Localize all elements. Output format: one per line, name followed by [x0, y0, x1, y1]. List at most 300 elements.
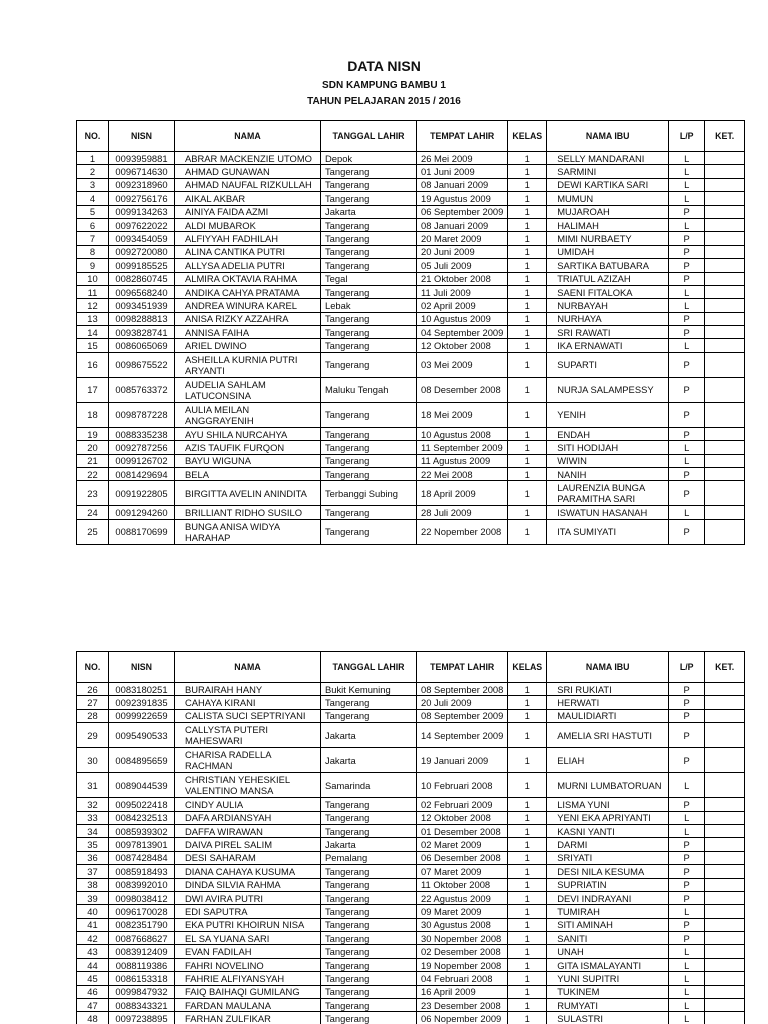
cell-nama: ALINA CANTIKA PUTRI — [175, 245, 321, 258]
table-row — [77, 865, 745, 878]
cell-lp: L — [669, 811, 705, 824]
cell-lp: P — [669, 838, 705, 851]
column-header-nama-ibu: NAMA IBU — [547, 652, 669, 683]
table-body — [77, 683, 745, 1024]
cell-nama: EDI SAPUTRA — [175, 905, 321, 918]
cell-no: 26 — [77, 683, 109, 696]
cell-ket — [705, 427, 745, 440]
cell-tanggal-lahir: Tangerang — [321, 312, 417, 325]
cell-ket — [705, 178, 745, 191]
cell-nisn: 0088119386 — [109, 958, 175, 971]
cell-kelas: 1 — [508, 152, 547, 165]
column-header-no: NO. — [77, 121, 109, 152]
cell-no: 5 — [77, 205, 109, 218]
cell-nisn: 0091922805 — [109, 481, 175, 506]
cell-nama: BUNGA ANISA WIDYA HARAHAP — [175, 519, 321, 544]
cell-lp: P — [669, 481, 705, 506]
cell-tanggal-lahir: Tangerang — [321, 259, 417, 272]
cell-nama: AHMAD NAUFAL RIZKULLAH — [175, 178, 321, 191]
table-row — [77, 709, 745, 722]
cell-no: 40 — [77, 905, 109, 918]
cell-nisn: 0083180251 — [109, 683, 175, 696]
cell-ket — [705, 232, 745, 245]
cell-nama: BIRGITTA AVELIN ANINDITA — [175, 481, 321, 506]
cell-no: 45 — [77, 972, 109, 985]
cell-tanggal-lahir: Lebak — [321, 299, 417, 312]
cell-nisn: 0092756176 — [109, 192, 175, 205]
table-row — [77, 481, 745, 506]
cell-ket — [705, 773, 745, 798]
cell-nisn: 0083912409 — [109, 945, 175, 958]
cell-tanggal-lahir: Tangerang — [321, 178, 417, 191]
cell-ket — [705, 326, 745, 339]
column-header-nisn: NISN — [109, 121, 175, 152]
cell-kelas: 1 — [508, 696, 547, 709]
cell-nama-ibu: SRIYATI — [547, 851, 669, 864]
table-row — [77, 285, 745, 298]
cell-no: 47 — [77, 999, 109, 1012]
cell-no: 22 — [77, 468, 109, 481]
nisn-table-2 — [76, 651, 745, 1024]
cell-nisn: 0096170028 — [109, 905, 175, 918]
cell-no: 44 — [77, 958, 109, 971]
column-header-lp: L/P — [669, 652, 705, 683]
cell-lp: P — [669, 468, 705, 481]
table-row — [77, 218, 745, 231]
table-row — [77, 454, 745, 467]
table-row — [77, 972, 745, 985]
cell-tempat-lahir: 03 Mei 2009 — [417, 352, 508, 377]
cell-tanggal-lahir: Tangerang — [321, 454, 417, 467]
column-header-tempat-lahir: TEMPAT LAHIR — [417, 652, 508, 683]
column-header-lp: L/P — [669, 121, 705, 152]
cell-nama-ibu: SANITI — [547, 932, 669, 945]
table-row — [77, 985, 745, 998]
cell-tanggal-lahir: Tangerang — [321, 519, 417, 544]
cell-tanggal-lahir: Tangerang — [321, 878, 417, 891]
cell-tanggal-lahir: Tangerang — [321, 468, 417, 481]
table-header-row — [77, 652, 745, 683]
cell-lp: P — [669, 748, 705, 773]
table-row — [77, 377, 745, 402]
cell-kelas: 1 — [508, 748, 547, 773]
cell-ket — [705, 481, 745, 506]
cell-nisn: 0099126702 — [109, 454, 175, 467]
cell-nisn: 0082860745 — [109, 272, 175, 285]
cell-tempat-lahir: 18 Mei 2009 — [417, 402, 508, 427]
cell-nisn: 0093454059 — [109, 232, 175, 245]
cell-nisn: 0095022418 — [109, 798, 175, 811]
cell-tempat-lahir: 19 Nopember 2008 — [417, 958, 508, 971]
column-header-nama: NAMA — [175, 121, 321, 152]
cell-nama: AIKAL AKBAR — [175, 192, 321, 205]
column-header-ket: KET. — [705, 652, 745, 683]
cell-nama: AULIA MEILAN ANGGRAYENIH — [175, 402, 321, 427]
cell-tanggal-lahir: Tangerang — [321, 905, 417, 918]
cell-nama: CHRISTIAN YEHESKIEL VALENTINO MANSA — [175, 773, 321, 798]
column-header-nama: NAMA — [175, 652, 321, 683]
cell-no: 20 — [77, 441, 109, 454]
cell-nisn: 0093451939 — [109, 299, 175, 312]
cell-lp: P — [669, 205, 705, 218]
cell-tempat-lahir: 01 Juni 2009 — [417, 165, 508, 178]
cell-ket — [705, 945, 745, 958]
cell-nisn: 0096714630 — [109, 165, 175, 178]
cell-nama: EKA PUTRI KHOIRUN NISA — [175, 918, 321, 931]
cell-nisn: 0085763372 — [109, 377, 175, 402]
cell-no: 4 — [77, 192, 109, 205]
cell-tanggal-lahir: Jakarta — [321, 748, 417, 773]
cell-tempat-lahir: 02 Maret 2009 — [417, 838, 508, 851]
cell-nama-ibu: NURHAYA — [547, 312, 669, 325]
cell-ket — [705, 519, 745, 544]
cell-tempat-lahir: 06 Desember 2008 — [417, 851, 508, 864]
cell-nama-ibu: SRI RUKIATI — [547, 683, 669, 696]
cell-nama-ibu: MUMUN — [547, 192, 669, 205]
cell-kelas: 1 — [508, 878, 547, 891]
cell-no: 14 — [77, 326, 109, 339]
cell-ket — [705, 748, 745, 773]
cell-nisn: 0087668627 — [109, 932, 175, 945]
cell-tempat-lahir: 08 Desember 2008 — [417, 377, 508, 402]
cell-lp: L — [669, 824, 705, 837]
cell-no: 32 — [77, 798, 109, 811]
cell-nama: DWI AVIRA PUTRI — [175, 891, 321, 904]
cell-no: 31 — [77, 773, 109, 798]
column-header-nisn: NISN — [109, 652, 175, 683]
cell-tempat-lahir: 11 September 2009 — [417, 441, 508, 454]
cell-lp: L — [669, 958, 705, 971]
cell-tempat-lahir: 06 September 2009 — [417, 205, 508, 218]
cell-nama-ibu: MAULIDIARTI — [547, 709, 669, 722]
table-row — [77, 838, 745, 851]
cell-tempat-lahir: 11 Juli 2009 — [417, 285, 508, 298]
table-body — [77, 152, 745, 545]
cell-tanggal-lahir: Tangerang — [321, 402, 417, 427]
cell-tempat-lahir: 09 Maret 2009 — [417, 905, 508, 918]
cell-tanggal-lahir: Pemalang — [321, 851, 417, 864]
cell-lp: P — [669, 932, 705, 945]
column-header-kelas: KELAS — [508, 652, 547, 683]
cell-lp: P — [669, 918, 705, 931]
cell-kelas: 1 — [508, 272, 547, 285]
cell-lp: L — [669, 339, 705, 352]
cell-lp: P — [669, 878, 705, 891]
table-header-row — [77, 121, 745, 152]
cell-ket — [705, 972, 745, 985]
cell-nama: FAHRIE ALFIYANSYAH — [175, 972, 321, 985]
cell-tanggal-lahir: Tangerang — [321, 709, 417, 722]
cell-nama-ibu: MIMI NURBAETY — [547, 232, 669, 245]
cell-nisn: 0099922659 — [109, 709, 175, 722]
cell-kelas: 1 — [508, 506, 547, 519]
table-row — [77, 352, 745, 377]
cell-kelas: 1 — [508, 481, 547, 506]
school-name: SDN KAMPUNG BAMBU 1 — [322, 80, 446, 91]
cell-lp: L — [669, 985, 705, 998]
cell-ket — [705, 1012, 745, 1024]
cell-nisn: 0099134263 — [109, 205, 175, 218]
column-header-tanggal-lahir: TANGGAL LAHIR — [321, 121, 417, 152]
cell-nama: EL SA YUANA SARI — [175, 932, 321, 945]
cell-ket — [705, 377, 745, 402]
cell-nama-ibu: AMELIA SRI HASTUTI — [547, 723, 669, 748]
cell-nama-ibu: MURNI LUMBATORUAN — [547, 773, 669, 798]
cell-lp: P — [669, 272, 705, 285]
cell-no: 11 — [77, 285, 109, 298]
cell-nisn: 0092391835 — [109, 696, 175, 709]
cell-nama: FAHRI NOVELINO — [175, 958, 321, 971]
cell-nama: CALLYSTA PUTERI MAHESWARI — [175, 723, 321, 748]
cell-tanggal-lahir: Terbanggi Subing — [321, 481, 417, 506]
cell-no: 12 — [77, 299, 109, 312]
cell-tempat-lahir: 12 Oktober 2008 — [417, 811, 508, 824]
cell-tanggal-lahir: Jakarta — [321, 723, 417, 748]
cell-lp: P — [669, 377, 705, 402]
table-row — [77, 945, 745, 958]
cell-ket — [705, 811, 745, 824]
cell-nama: CINDY AULIA — [175, 798, 321, 811]
cell-ket — [705, 798, 745, 811]
cell-ket — [705, 402, 745, 427]
table-row — [77, 958, 745, 971]
cell-nisn: 0098038412 — [109, 891, 175, 904]
cell-nisn: 0093828741 — [109, 326, 175, 339]
table-row — [77, 232, 745, 245]
cell-nama-ibu: HERWATI — [547, 696, 669, 709]
cell-nama-ibu: ISWATUN HASANAH — [547, 506, 669, 519]
cell-nisn: 0097813901 — [109, 838, 175, 851]
cell-ket — [705, 918, 745, 931]
cell-tanggal-lahir: Tangerang — [321, 192, 417, 205]
cell-nama-ibu: SITI AMINAH — [547, 918, 669, 931]
cell-nisn: 0088170699 — [109, 519, 175, 544]
table-row — [77, 696, 745, 709]
cell-nisn: 0085918493 — [109, 865, 175, 878]
cell-tempat-lahir: 02 Februari 2009 — [417, 798, 508, 811]
cell-no: 16 — [77, 352, 109, 377]
cell-no: 42 — [77, 932, 109, 945]
cell-tempat-lahir: 04 Februari 2008 — [417, 972, 508, 985]
cell-nama: EVAN FADILAH — [175, 945, 321, 958]
cell-tanggal-lahir: Tangerang — [321, 441, 417, 454]
cell-lp: L — [669, 218, 705, 231]
cell-nama-ibu: ENDAH — [547, 427, 669, 440]
table-row — [77, 851, 745, 864]
cell-nama-ibu: ELIAH — [547, 748, 669, 773]
column-header-no: NO. — [77, 652, 109, 683]
table-row — [77, 468, 745, 481]
cell-lp: P — [669, 312, 705, 325]
cell-kelas: 1 — [508, 245, 547, 258]
cell-nama-ibu: MUJAROAH — [547, 205, 669, 218]
cell-tanggal-lahir: Tegal — [321, 272, 417, 285]
cell-lp: P — [669, 696, 705, 709]
cell-nama: DAFA ARDIANSYAH — [175, 811, 321, 824]
cell-kelas: 1 — [508, 454, 547, 467]
cell-tempat-lahir: 06 Nopember 2009 — [417, 1012, 508, 1024]
cell-lp: P — [669, 519, 705, 544]
table-row — [77, 683, 745, 696]
cell-nama-ibu: GITA ISMALAYANTI — [547, 958, 669, 971]
cell-no: 1 — [77, 152, 109, 165]
cell-kelas: 1 — [508, 945, 547, 958]
cell-kelas: 1 — [508, 999, 547, 1012]
table-row — [77, 1012, 745, 1024]
cell-nama: FARDAN MAULANA — [175, 999, 321, 1012]
cell-nisn: 0096568240 — [109, 285, 175, 298]
cell-nama-ibu: YENIH — [547, 402, 669, 427]
cell-tempat-lahir: 08 Januari 2009 — [417, 218, 508, 231]
cell-kelas: 1 — [508, 851, 547, 864]
cell-ket — [705, 683, 745, 696]
cell-tanggal-lahir: Tangerang — [321, 339, 417, 352]
cell-lp: P — [669, 798, 705, 811]
cell-tempat-lahir: 07 Maret 2009 — [417, 865, 508, 878]
cell-lp: L — [669, 454, 705, 467]
cell-kelas: 1 — [508, 178, 547, 191]
cell-nisn: 0097622022 — [109, 218, 175, 231]
cell-tempat-lahir: 11 Agustus 2009 — [417, 454, 508, 467]
cell-lp: P — [669, 851, 705, 864]
cell-nama: CALISTA SUCI SEPTRIYANI — [175, 709, 321, 722]
cell-nama-ibu: SULASTRI — [547, 1012, 669, 1024]
cell-nama: ANDIKA CAHYA PRATAMA — [175, 285, 321, 298]
cell-tempat-lahir: 20 Maret 2009 — [417, 232, 508, 245]
cell-tanggal-lahir: Maluku Tengah — [321, 377, 417, 402]
cell-lp: P — [669, 891, 705, 904]
cell-tempat-lahir: 22 Mei 2008 — [417, 468, 508, 481]
cell-nisn: 0098675522 — [109, 352, 175, 377]
cell-no: 43 — [77, 945, 109, 958]
cell-nama: ANDREA WINURA KAREL — [175, 299, 321, 312]
cell-tempat-lahir: 16 April 2009 — [417, 985, 508, 998]
cell-lp: L — [669, 1012, 705, 1024]
cell-lp: P — [669, 723, 705, 748]
cell-nisn: 0087428484 — [109, 851, 175, 864]
cell-nama-ibu: HALIMAH — [547, 218, 669, 231]
cell-nisn: 0099847932 — [109, 985, 175, 998]
cell-lp: L — [669, 152, 705, 165]
cell-nama-ibu: SARTIKA BATUBARA — [547, 259, 669, 272]
cell-tempat-lahir: 08 September 2008 — [417, 683, 508, 696]
cell-tanggal-lahir: Tangerang — [321, 945, 417, 958]
cell-nama-ibu: TRIATUL AZIZAH — [547, 272, 669, 285]
cell-no: 35 — [77, 838, 109, 851]
cell-nama: CHARISA RADELLA RACHMAN — [175, 748, 321, 773]
cell-nama-ibu: SELLY MANDARANI — [547, 152, 669, 165]
table-row — [77, 932, 745, 945]
cell-tempat-lahir: 20 Juli 2009 — [417, 696, 508, 709]
cell-nama: DESI SAHARAM — [175, 851, 321, 864]
cell-tempat-lahir: 23 Desember 2008 — [417, 999, 508, 1012]
cell-nama-ibu: SRI RAWATI — [547, 326, 669, 339]
cell-tempat-lahir: 11 Oktober 2008 — [417, 878, 508, 891]
cell-kelas: 1 — [508, 377, 547, 402]
cell-nama-ibu: LISMA YUNI — [547, 798, 669, 811]
cell-nisn: 0098787228 — [109, 402, 175, 427]
cell-nama-ibu: DARMI — [547, 838, 669, 851]
table-row — [77, 152, 745, 165]
cell-no: 25 — [77, 519, 109, 544]
cell-ket — [705, 218, 745, 231]
cell-nisn: 0089044539 — [109, 773, 175, 798]
nisn-table-1 — [76, 120, 745, 545]
cell-kelas: 1 — [508, 427, 547, 440]
table-row — [77, 326, 745, 339]
cell-lp: L — [669, 945, 705, 958]
cell-kelas: 1 — [508, 339, 547, 352]
cell-no: 2 — [77, 165, 109, 178]
cell-tempat-lahir: 30 Nopember 2008 — [417, 932, 508, 945]
cell-nama: DINDA SILVIA RAHMA — [175, 878, 321, 891]
cell-tanggal-lahir: Jakarta — [321, 205, 417, 218]
cell-tanggal-lahir: Tangerang — [321, 891, 417, 904]
cell-nama-ibu: LAURENZIA BUNGA PARAMITHA SARI — [547, 481, 669, 506]
table-row — [77, 245, 745, 258]
cell-nisn: 0081429694 — [109, 468, 175, 481]
table-row — [77, 905, 745, 918]
cell-nama: ALDI MUBAROK — [175, 218, 321, 231]
cell-tempat-lahir: 04 September 2009 — [417, 326, 508, 339]
cell-nisn: 0086065069 — [109, 339, 175, 352]
cell-lp: L — [669, 972, 705, 985]
cell-no: 15 — [77, 339, 109, 352]
cell-lp: L — [669, 285, 705, 298]
cell-lp: P — [669, 865, 705, 878]
cell-nisn: 0084232513 — [109, 811, 175, 824]
cell-no: 38 — [77, 878, 109, 891]
cell-tempat-lahir: 02 Desember 2008 — [417, 945, 508, 958]
document-title: DATA NISN — [347, 58, 421, 74]
cell-kelas: 1 — [508, 709, 547, 722]
cell-kelas: 1 — [508, 905, 547, 918]
cell-no: 19 — [77, 427, 109, 440]
cell-no: 29 — [77, 723, 109, 748]
cell-ket — [705, 905, 745, 918]
cell-tempat-lahir: 30 Agustus 2008 — [417, 918, 508, 931]
cell-no: 17 — [77, 377, 109, 402]
cell-tempat-lahir: 26 Mei 2009 — [417, 152, 508, 165]
cell-nama-ibu: TUMIRAH — [547, 905, 669, 918]
cell-lp: P — [669, 259, 705, 272]
cell-nama: BRILLIANT RIDHO SUSILO — [175, 506, 321, 519]
cell-ket — [705, 696, 745, 709]
cell-tempat-lahir: 19 Agustus 2009 — [417, 192, 508, 205]
cell-kelas: 1 — [508, 773, 547, 798]
table-row — [77, 339, 745, 352]
cell-no: 30 — [77, 748, 109, 773]
cell-no: 34 — [77, 824, 109, 837]
cell-no: 8 — [77, 245, 109, 258]
cell-nisn: 0088335238 — [109, 427, 175, 440]
table-row — [77, 506, 745, 519]
cell-nisn: 0088343321 — [109, 999, 175, 1012]
cell-nama: BURAIRAH HANY — [175, 683, 321, 696]
cell-tempat-lahir: 28 Juli 2009 — [417, 506, 508, 519]
cell-lp: L — [669, 165, 705, 178]
cell-no: 46 — [77, 985, 109, 998]
cell-nama-ibu: UNAH — [547, 945, 669, 958]
cell-tanggal-lahir: Bukit Kemuning — [321, 683, 417, 696]
cell-lp: L — [669, 299, 705, 312]
table-row — [77, 811, 745, 824]
cell-nama: AHMAD GUNAWAN — [175, 165, 321, 178]
column-header-ket: KET. — [705, 121, 745, 152]
cell-nisn: 0086153318 — [109, 972, 175, 985]
cell-no: 18 — [77, 402, 109, 427]
cell-no: 7 — [77, 232, 109, 245]
